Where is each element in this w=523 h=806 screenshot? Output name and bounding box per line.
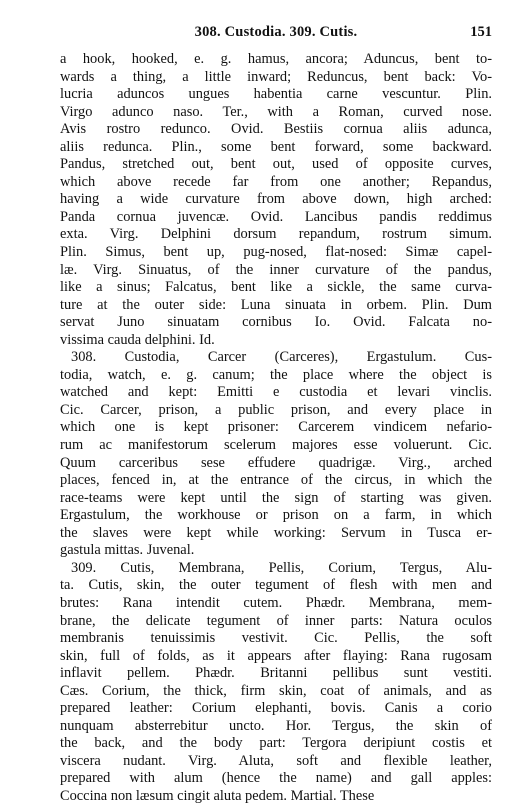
text-line: Virgo adunco naso. Ter., with a Roman, curved nose.: [60, 103, 492, 120]
section-heading-line: 308. Custodia, Carcer (Carceres), Ergastulum. Cus-: [71, 349, 492, 366]
text-line: Cic. Carcer, prison, a public prison, and every place in: [60, 401, 492, 418]
text-line: having a wide curvature from above down, high arched:: [60, 191, 492, 208]
text-line: membranis tenuissimis vestivit. Cic. Pellis, the soft: [60, 630, 492, 647]
text-line: the slaves were kept while working: Servum in Tusca er-: [60, 524, 492, 541]
text-line: ture at the outer side: Luna sinuata in orbem. Plin. Dum: [60, 296, 492, 313]
text-line: exta. Virg. Delphini dorsum repandum, rostrum simum.: [60, 226, 492, 243]
text-line: nunquam absterrebitur uncto. Hor. Tergus, the skin of: [60, 717, 492, 734]
text-line: Ergastulum, the workhouse or prison on a farm, in which: [60, 507, 492, 524]
body-text: [60, 51, 492, 806]
page-number: 151: [470, 24, 492, 40]
running-title: 308. Custodia. 309. Cutis.: [194, 24, 358, 40]
section-heading-line: 309. Cutis, Membrana, Pellis, Corium, Tergus, Alu-: [71, 559, 492, 576]
text-line: Avis rostro redunco. Ovid. Bestiis cornua aliis adunca,: [60, 121, 492, 138]
text-line: brane, the delicate tegument of inner parts: Natura oculos: [60, 612, 492, 629]
text-line: the back, and the body part: Tergora deripiunt costis et: [60, 735, 492, 752]
text-line: rum ac manifestorum scelerum majores esse voluerunt. Cic.: [60, 437, 492, 454]
text-line: Panda cornua juvencæ. Ovid. Lancibus pandis reddimus: [60, 208, 492, 225]
text-line: Quum carceribus sese effudere quadrigæ. Virg., arched: [60, 454, 492, 471]
text-line: places, fenced in, at the entrance of the circus, in which the: [60, 472, 492, 489]
text-line: skin, full of folds, as it appears after flaying: Rana rugosam: [60, 647, 492, 664]
text-line: race-teams were kept until the sign of starting was given.: [60, 489, 492, 506]
text-line: ta. Cutis, skin, the outer tegument of flesh with men and: [60, 577, 492, 594]
text-line: viscera nudant. Virg. Aluta, soft and flexible leather,: [60, 752, 492, 769]
page-header: [60, 24, 492, 42]
text-line: Plin. Simus, bent up, pug-nosed, flat-nosed: Simæ capel-: [60, 244, 492, 261]
text-line: Pandus, stretched out, bent out, used of opposite curves,: [60, 156, 492, 173]
text-line: a hook, hooked, e. g. hamus, ancora; Aduncus, bent to-: [60, 51, 492, 67]
text-line: vissima cauda delphini. Id.: [60, 331, 215, 348]
text-line: watched and kept: Emitti e custodia et levari vinclis.: [60, 384, 492, 401]
text-line: prepared leather: Corium elephanti, bovis. Canis a corio: [60, 700, 492, 717]
text-line: gastula mittas. Juvenal.: [60, 542, 195, 559]
text-line: wards a thing, a little inward; Reduncus, bent back: Vo-: [60, 68, 492, 85]
text-line: brutes: Rana intendit cutem. Phædr. Membrana, mem-: [60, 594, 492, 611]
text-line: læ. Virg. Sinuatus, of the inner curvature of the pandus,: [60, 261, 492, 278]
text-line: lucria aduncos ungues habentia carne vescuntur. Plin.: [60, 86, 492, 103]
text-line: Cæs. Corium, the thick, firm skin, coat of animals, and as: [60, 682, 492, 699]
text-line: which one is kept prisoner: Carcerem vindicem nefario-: [60, 419, 492, 436]
text-line: which above recede far from one another; Repandus,: [60, 173, 492, 190]
text-line: todia, watch, e. g. canum; the place where the object is: [60, 366, 492, 383]
text-line: servat Juno sinuatam cornibus Io. Ovid. Falcata no-: [60, 314, 492, 331]
text-line: prepared with alum (hence the name) and gall apples:: [60, 770, 492, 787]
text-line: Coccina non læsum cingit aluta pedem. Martial. These: [60, 787, 375, 804]
text-line: like a sinus; Falcatus, bent like a sickle, the same curva-: [60, 279, 492, 296]
text-line: aliis redunca. Plin., some bent forward, some backward.: [60, 138, 492, 155]
text-line: inflavit pellem. Phædr. Britanni pellibus sunt vestiti.: [60, 665, 492, 682]
